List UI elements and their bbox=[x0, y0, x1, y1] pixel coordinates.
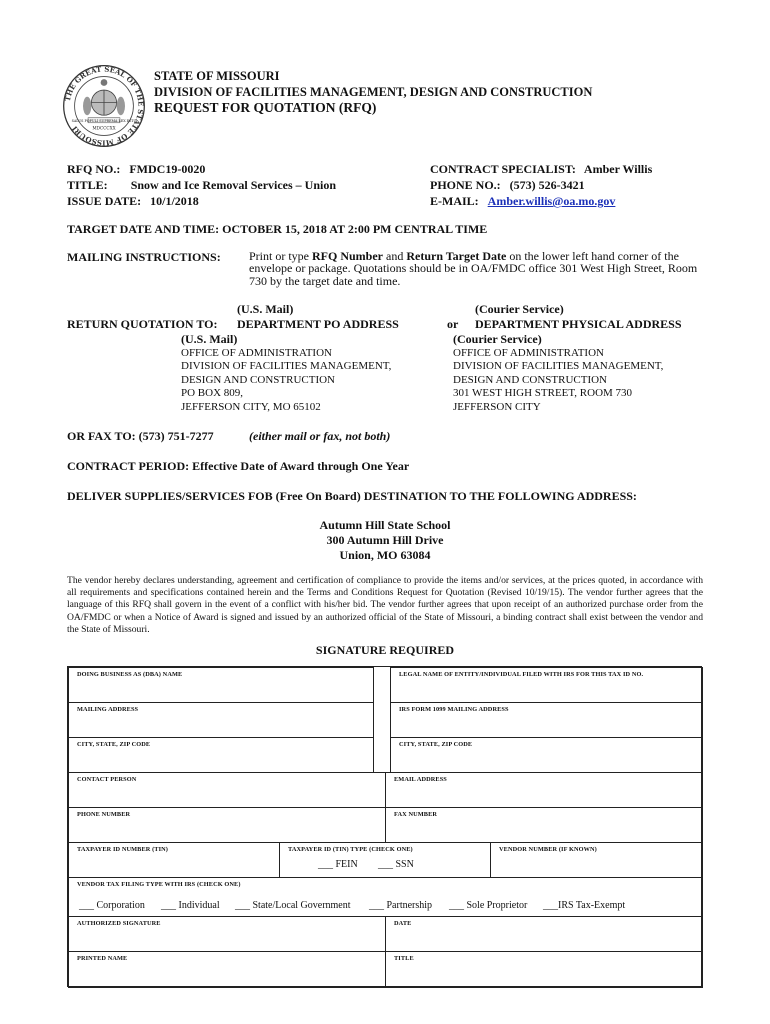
deliver-instructions: DELIVER SUPPLIES/SERVICES FOB (Free On Board) DESTINATION TO THE FOLLOWING ADDRESS: bbox=[67, 489, 637, 503]
physical-address-line: OFFICE OF ADMINISTRATION bbox=[453, 347, 604, 359]
phone-number-field[interactable] bbox=[68, 807, 386, 843]
po-address-line: OFFICE OF ADMINISTRATION bbox=[181, 347, 332, 359]
rfq-issue-value: 10/1/2018 bbox=[150, 194, 199, 208]
return-quotation-label: RETURN QUOTATION TO: bbox=[67, 317, 218, 331]
irs-tax-exempt-option[interactable]: ___IRS Tax-Exempt bbox=[543, 900, 626, 911]
irs-mailing-address-field[interactable] bbox=[390, 702, 703, 738]
printed-name-field[interactable] bbox=[68, 951, 386, 988]
rfq-number-value: FMDC19-0020 bbox=[129, 162, 206, 176]
city-state-zip-field[interactable] bbox=[68, 737, 374, 773]
department-physical-address-heading: DEPARTMENT PHYSICAL ADDRESS bbox=[475, 317, 682, 331]
seal-motto: SALUS POPULI SUPREMA LEX ESTO bbox=[71, 118, 137, 123]
fein-option[interactable]: ___ FEIN bbox=[318, 859, 358, 870]
mailing-text-3: on the lower left hand corner of the envelope or package. Quotations should be in OA/FMDC office 301 West High Street, Room 730 by the target date and time. bbox=[249, 249, 698, 288]
physical-address-line: 301 WEST HIGH STREET, ROOM 730 bbox=[453, 387, 633, 400]
contract-specialist-row bbox=[430, 162, 652, 177]
tin-type-field bbox=[279, 842, 491, 878]
mailing-bold-return-date: Return Target Date bbox=[406, 249, 507, 263]
dba-name-field[interactable] bbox=[68, 667, 374, 703]
corporation-option[interactable]: ___ Corporation bbox=[79, 900, 145, 911]
physical-address-line: DESIGN AND CONSTRUCTION bbox=[453, 373, 608, 386]
email-address-field[interactable] bbox=[385, 772, 703, 808]
title-label: TITLE bbox=[394, 955, 414, 962]
irs-mailing-label: IRS FORM 1099 MAILING ADDRESS bbox=[399, 706, 509, 713]
irs-city-state-zip-field[interactable] bbox=[390, 737, 703, 773]
po-address-line: DESIGN AND CONSTRUCTION bbox=[181, 373, 336, 386]
phone-number-label: PHONE NUMBER bbox=[77, 811, 131, 818]
fax-note: (either mail or fax, not both) bbox=[249, 429, 391, 443]
tin-type-label: TAXPAYER ID (TIN) TYPE (CHECK ONE) bbox=[288, 846, 413, 853]
email-address-label: EMAIL ADDRESS bbox=[394, 776, 447, 783]
state-local-option[interactable]: ___ State/Local Government bbox=[235, 900, 351, 911]
dba-label: DOING BUSINESS AS (DBA) NAME bbox=[77, 671, 183, 678]
po-address-line: DIVISION OF FACILITIES MANAGEMENT, bbox=[181, 360, 392, 373]
seal-ring-text: THE GREAT SEAL OF THE STATE OF MISSOURI bbox=[62, 64, 146, 148]
po-address-block bbox=[181, 347, 391, 414]
vendor-signature-form bbox=[67, 666, 702, 987]
mailing-text-1: Print or type bbox=[249, 249, 312, 263]
mailing-instructions-text bbox=[249, 250, 709, 287]
po-address-line: PO BOX 809, bbox=[181, 387, 244, 400]
destination-line: Union, MO 63084 bbox=[339, 548, 431, 562]
mailing-address-label: MAILING ADDRESS bbox=[77, 706, 139, 713]
vendor-number-label: VENDOR NUMBER (IF KNOWN) bbox=[499, 846, 597, 853]
ssn-option[interactable]: ___ SSN bbox=[378, 859, 414, 870]
rfq-issue-label: ISSUE DATE: bbox=[67, 194, 142, 208]
email-link[interactable]: Amber.willis@oa.mo.gov bbox=[487, 194, 616, 208]
contract-period: CONTRACT PERIOD: Effective Date of Award through One Year bbox=[67, 459, 410, 473]
specialist-value: Amber Willis bbox=[583, 162, 653, 176]
mailing-instructions-label: MAILING INSTRUCTIONS: bbox=[67, 250, 221, 264]
physical-address-line: JEFFERSON CITY bbox=[453, 400, 541, 413]
po-address-line: JEFFERSON CITY, MO 65102 bbox=[181, 400, 321, 413]
mailing-address-field[interactable] bbox=[68, 702, 374, 738]
partnership-option[interactable]: ___ Partnership bbox=[369, 900, 433, 911]
tax-filing-type-field bbox=[68, 877, 703, 917]
physical-address-line: DIVISION OF FACILITIES MANAGEMENT, bbox=[453, 360, 664, 373]
legal-name-label: LEGAL NAME OF ENTITY/INDIVIDUAL FILED WITH IRS FOR THIS TAX ID NO. bbox=[399, 671, 644, 678]
destination-address bbox=[0, 518, 770, 563]
irs-csz-label: CITY, STATE, ZIP CODE bbox=[399, 741, 473, 748]
title-field[interactable] bbox=[385, 951, 703, 988]
fax-number-field[interactable] bbox=[385, 807, 703, 843]
header-division: DIVISION OF FACILITIES MANAGEMENT, DESIGN AND CONSTRUCTION bbox=[154, 85, 593, 99]
tin-label: TAXPAYER ID NUMBER (TIN) bbox=[77, 846, 168, 853]
legal-name-field[interactable] bbox=[390, 667, 703, 703]
right-top-courier-label: (Courier Service) bbox=[475, 302, 564, 316]
authorized-signature-field[interactable] bbox=[68, 916, 386, 952]
header-state: STATE OF MISSOURI bbox=[154, 69, 280, 83]
fax-number-label: FAX NUMBER bbox=[394, 811, 438, 818]
signature-required-heading: SIGNATURE REQUIRED bbox=[315, 643, 455, 657]
csz-label: CITY, STATE, ZIP CODE bbox=[77, 741, 151, 748]
rfq-title-row bbox=[67, 178, 336, 193]
or-separator: or bbox=[447, 317, 459, 331]
contact-person-label: CONTACT PERSON bbox=[77, 776, 137, 783]
rfq-issue-row bbox=[67, 194, 199, 209]
phone-value: (573) 526-3421 bbox=[509, 178, 585, 192]
email-label: E-MAIL: bbox=[430, 194, 479, 208]
date-field[interactable] bbox=[385, 916, 703, 952]
phone-row bbox=[430, 178, 585, 193]
seal-year: MDCCCXX bbox=[92, 125, 116, 131]
physical-address-block bbox=[453, 347, 663, 414]
date-label: DATE bbox=[394, 920, 412, 927]
department-po-address-heading: DEPARTMENT PO ADDRESS bbox=[237, 317, 399, 331]
vendor-declaration: The vendor hereby declares understanding, agreement and certification of compliance to provide the items and/or services, at the prices quoted, in accordance with all requirements and specifications contained herein and the Terms and Conditions Request for Quotation (Revised 10/19/15). The vendor further agrees that the language of this RFQ shall govern in the event of a conflict with his/her bid. The vendor further agrees that upon receipt of an authorized purchase order from the OA/FMDC or when a Notice of Award is signed and issued by an authorized official of the State of Missouri, a binding contract shall exist between the vendor and the State of Missouri. bbox=[67, 575, 703, 635]
phone-label: PHONE NO.: bbox=[430, 178, 501, 192]
mailing-bold-rfq-number: RFQ Number bbox=[312, 249, 383, 263]
rfq-number-row bbox=[67, 162, 205, 177]
vendor-number-field[interactable] bbox=[490, 842, 703, 878]
specialist-label: CONTRACT SPECIALIST: bbox=[430, 162, 576, 176]
rfq-title-value: Snow and Ice Removal Services – Union bbox=[130, 178, 337, 192]
destination-line: 300 Autumn Hill Drive bbox=[326, 533, 444, 547]
sole-proprietor-option[interactable]: ___ Sole Proprietor bbox=[449, 900, 528, 911]
rfq-number-label: RFQ NO.: bbox=[67, 162, 121, 176]
contact-person-field[interactable] bbox=[68, 772, 386, 808]
header-rfq-title: REQUEST FOR QUOTATION (RFQ) bbox=[154, 100, 377, 115]
email-row bbox=[430, 194, 615, 209]
missouri-state-seal bbox=[62, 64, 146, 148]
tin-field[interactable] bbox=[68, 842, 280, 878]
destination-line: Autumn Hill State School bbox=[319, 518, 451, 532]
left-sub-mail-label: (U.S. Mail) bbox=[181, 332, 238, 346]
target-date-time: TARGET DATE AND TIME: OCTOBER 15, 2018 AT 2:00 PM CENTRAL TIME bbox=[67, 222, 488, 236]
rfq-title-label: TITLE: bbox=[67, 178, 108, 192]
left-top-mail-label: (U.S. Mail) bbox=[237, 302, 294, 316]
printed-name-label: PRINTED NAME bbox=[77, 955, 128, 962]
fax-label: OR FAX TO: (573) 751-7277 bbox=[67, 429, 214, 443]
filing-type-label: VENDOR TAX FILING TYPE WITH IRS (CHECK ONE) bbox=[77, 881, 241, 888]
individual-option[interactable]: ___ Individual bbox=[161, 900, 220, 911]
authorized-signature-label: AUTHORIZED SIGNATURE bbox=[77, 920, 161, 927]
right-sub-courier-label: (Courier Service) bbox=[453, 332, 542, 346]
mailing-text-2: and bbox=[383, 249, 407, 263]
